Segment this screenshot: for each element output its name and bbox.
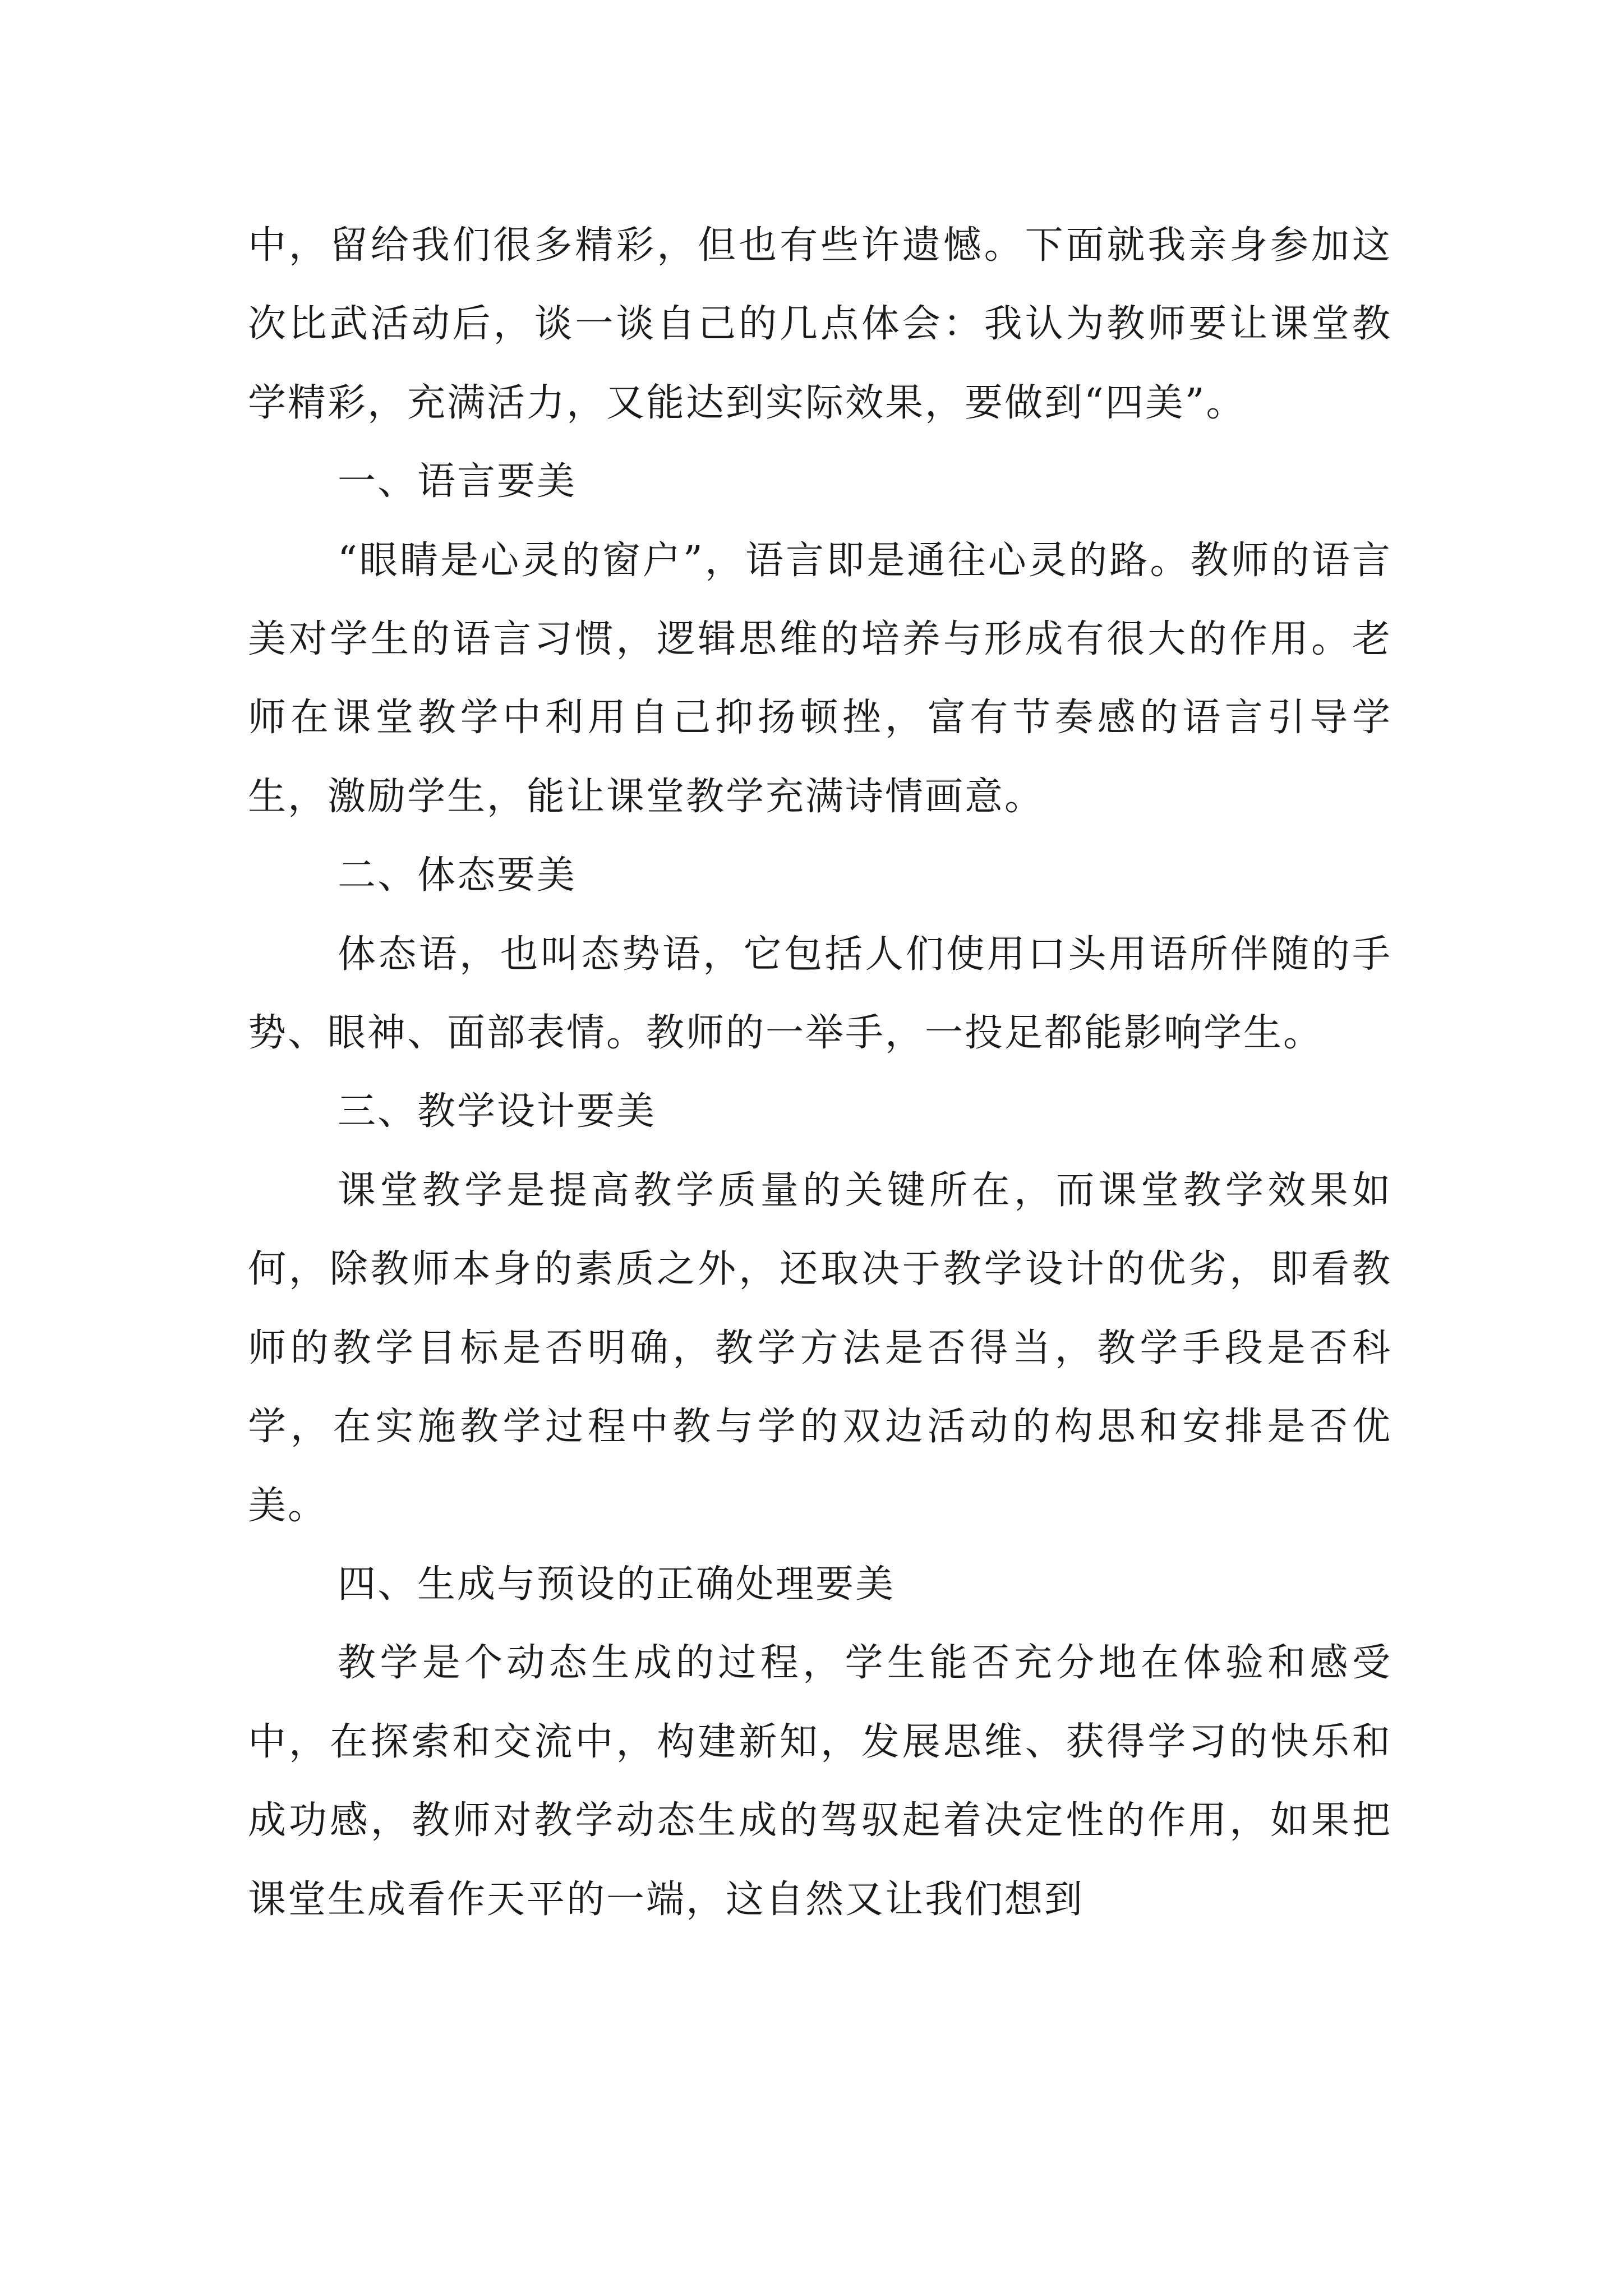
- section-heading-language: 一、语言要美: [338, 459, 577, 504]
- section-heading-posture: 二、体态要美: [338, 853, 577, 898]
- paragraph-intro: 中，留给我们很多精彩，但也有些许遗憾。下面就我亲身参加这次比武活动后，谈一谈自己的几点体会：我认为教师要让课堂教学精彩，充满活力，又能达到实际效果，要做到“四美”。: [248, 223, 1392, 425]
- document-body: [248, 206, 1392, 1939]
- section-heading-design: 三、教学设计要美: [338, 1089, 657, 1134]
- paragraph-language: “眼睛是心灵的窗户”，语言即是通往心灵的路。教师的语言美对学生的语言习惯，逻辑思维的培养与形成有很大的作用。老师在课堂教学中利用自己抑扬顿挫，富有节奏感的语言引导学生，激励学生，能让课堂教学充满诗情画意。: [248, 538, 1392, 819]
- section-heading-generation: 四、生成与预设的正确处理要美: [338, 1562, 896, 1607]
- paragraph-generation: 教学是个动态生成的过程，学生能否充分地在体验和感受中，在探索和交流中，构建新知，发展思维、获得学习的快乐和成功感，教师对教学动态生成的驾驭起着决定性的作用，如果把课堂生成看作天平的一端，这自然又让我们想到: [248, 1641, 1392, 1922]
- paragraph-design: 课堂教学是提高教学质量的关键所在，而课堂教学效果如何，除教师本身的素质之外，还取决于教学设计的优劣，即看教师的教学目标是否明确，教学方法是否得当，教学手段是否科学，在实施教学过程中教与学的双边活动的构思和安排是否优美。: [248, 1168, 1392, 1528]
- paragraph-posture: 体态语，也叫态势语，它包括人们使用口头用语所伴随的手势、眼神、面部表情。教师的一举手，一投足都能影响学生。: [248, 932, 1392, 1056]
